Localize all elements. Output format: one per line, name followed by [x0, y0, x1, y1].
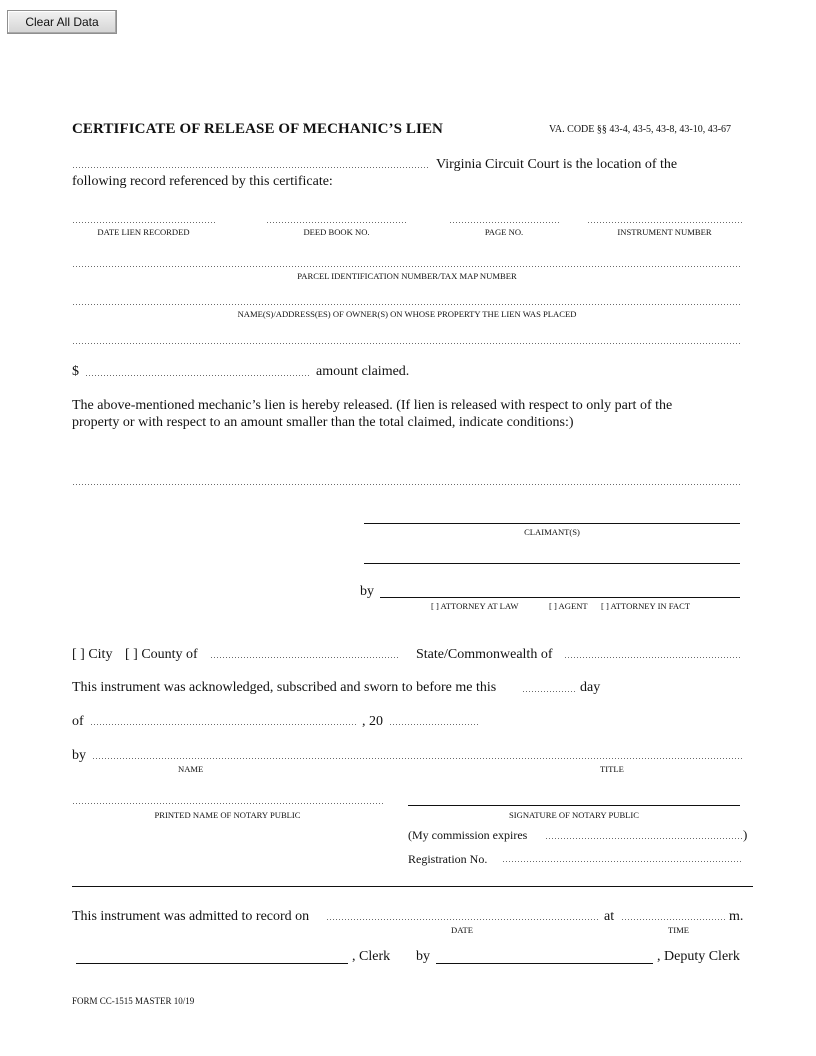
recording-date-field[interactable] [326, 919, 598, 920]
owners-label: NAME(S)/ADDRESS(ES) OF OWNER(S) ON WHOSE PROPERTY THE LIEN WAS PLACED [237, 309, 577, 319]
claimant-label: CLAIMANT(S) [524, 527, 580, 537]
court-text-line1: Virginia Circuit Court is the location of the [436, 157, 678, 172]
ack-month-field[interactable] [90, 724, 358, 725]
role-agent[interactable]: [ ] AGENT [549, 601, 588, 611]
court-name-field[interactable] [72, 167, 430, 168]
clerk-label: , Clerk [352, 949, 391, 964]
deputy-clerk-label: , Deputy Clerk [657, 949, 740, 964]
owners-field-line2[interactable] [72, 343, 742, 344]
claimant-signature-line[interactable] [364, 523, 740, 524]
deed-book-field[interactable] [266, 222, 407, 223]
role-attorney-in-fact[interactable]: [ ] ATTORNEY IN FACT [601, 601, 691, 611]
registration-label: Registration No. [408, 852, 488, 866]
instrument-number-label: INSTRUMENT NUMBER [617, 227, 712, 237]
ack-day-label: day [580, 680, 601, 695]
date-lien-recorded-field[interactable] [72, 222, 215, 223]
recording-text: This instrument was admitted to record on [72, 909, 310, 924]
recording-time-label: TIME [668, 925, 690, 935]
ack-day-field[interactable] [522, 691, 576, 692]
city-checkbox-label[interactable]: [ ] City [72, 647, 113, 662]
amount-claimed-field[interactable] [85, 375, 309, 376]
section-divider [72, 886, 753, 887]
instrument-number-field[interactable] [587, 222, 742, 223]
statute-reference: VA. CODE §§ 43-4, 43-5, 43-8, 43-10, 43-67 [549, 124, 732, 135]
ack-text: This instrument was acknowledged, subscribed and sworn to before me this [72, 680, 497, 695]
ack-year-label: , 20 [362, 714, 383, 729]
recording-time-field[interactable] [621, 919, 727, 920]
ack-name-title-field[interactable] [92, 758, 742, 759]
claimant-name-line[interactable] [364, 563, 740, 564]
release-text-line1: The above-mentioned mechanic’s lien is hereby released. (If lien is released with respect to only part of the [72, 398, 673, 413]
commission-expires-label: (My commission expires [408, 828, 528, 842]
notary-printed-name-field[interactable] [72, 803, 383, 804]
role-attorney-at-law[interactable]: [ ] ATTORNEY AT LAW [431, 601, 519, 611]
owners-field-line1[interactable] [72, 304, 742, 305]
dollar-sign: $ [72, 364, 79, 379]
registration-field[interactable] [502, 861, 742, 862]
recording-at-label: at [604, 909, 615, 924]
commission-close-paren: ) [743, 827, 748, 842]
recording-m-label: m. [729, 909, 744, 924]
recording-date-label: DATE [451, 925, 473, 935]
form-title: CERTIFICATE OF RELEASE OF MECHANIC’S LIEN [72, 121, 443, 137]
clear-all-data-button[interactable]: Clear All Data [7, 10, 117, 34]
court-text-line2: following record referenced by this certificate: [72, 174, 333, 189]
release-text-line2: property or with respect to an amount smaller than the total claimed, indicate conditions:) [72, 415, 574, 430]
ack-of-label: of [72, 714, 84, 729]
state-label: State/Commonwealth of [416, 647, 553, 662]
parcel-number-field[interactable] [72, 266, 742, 267]
deed-book-label: DEED BOOK NO. [303, 227, 370, 237]
parcel-number-label: PARCEL IDENTIFICATION NUMBER/TAX MAP NUMBER [297, 271, 517, 281]
clerk-signature-line[interactable] [76, 963, 348, 964]
ack-year-field[interactable] [389, 724, 479, 725]
ack-by-label: by [72, 748, 86, 763]
county-field[interactable] [210, 657, 399, 658]
ack-title-label: TITLE [600, 764, 624, 774]
commission-expires-field[interactable] [545, 838, 742, 839]
notary-signature-label: SIGNATURE OF NOTARY PUBLIC [508, 810, 640, 820]
claimant-by-label: by [360, 584, 374, 599]
ack-name-label: NAME [178, 764, 204, 774]
page-no-label: PAGE NO. [484, 227, 524, 237]
form-number: FORM CC-1515 MASTER 10/19 [72, 996, 195, 1006]
page-no-field[interactable] [449, 222, 559, 223]
conditions-field[interactable] [72, 484, 742, 485]
deputy-clerk-signature-line[interactable] [436, 963, 653, 964]
notary-printed-name-label: PRINTED NAME OF NOTARY PUBLIC [154, 810, 301, 820]
date-lien-recorded-label: DATE LIEN RECORDED [97, 227, 190, 237]
notary-signature-line[interactable] [408, 805, 740, 806]
county-checkbox-label[interactable]: [ ] County of [125, 647, 198, 662]
state-field[interactable] [564, 657, 742, 658]
deputy-by-label: by [416, 949, 430, 964]
amount-claimed-label: amount claimed. [316, 364, 410, 379]
agent-signature-line[interactable] [380, 597, 740, 598]
